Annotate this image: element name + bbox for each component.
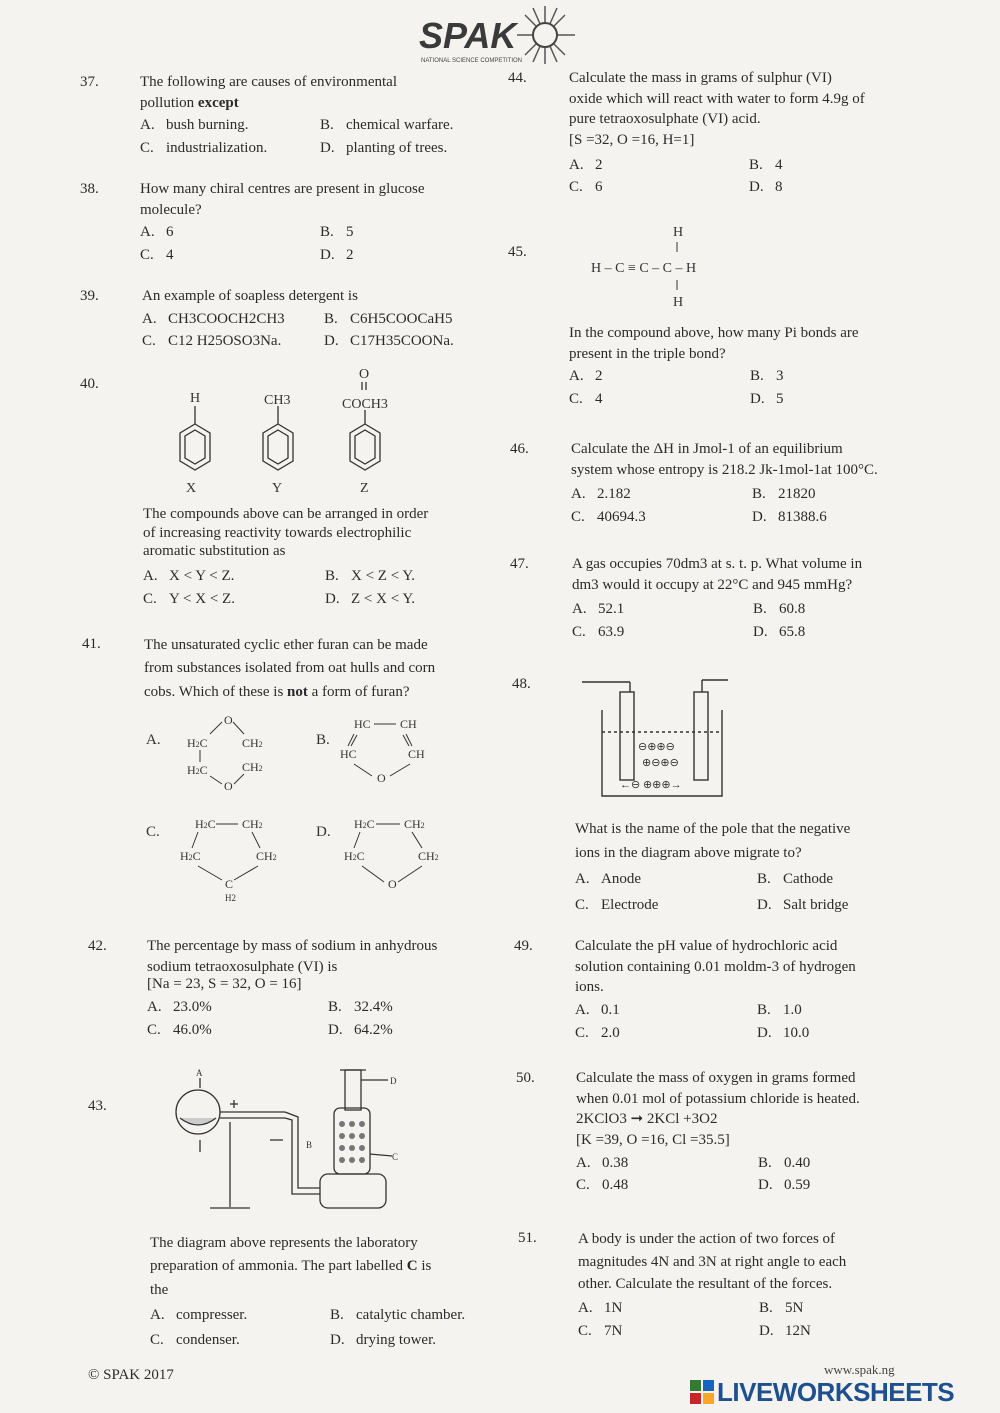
option-b[interactable]: B. 5N <box>759 1299 804 1316</box>
svg-text:CH: CH <box>400 717 417 731</box>
label-d: D <box>390 1076 397 1086</box>
question-number: 49. <box>514 938 533 954</box>
question-number: 39. <box>80 288 99 304</box>
option-a[interactable]: A. compresser. <box>150 1306 248 1323</box>
electrolysis-figure <box>580 670 730 806</box>
logo-subtext: NATIONAL SCIENCE COMPETITION <box>421 58 523 64</box>
label-x: X <box>186 481 197 496</box>
option-a[interactable]: A. X < Y < Z. <box>143 568 235 585</box>
option-b[interactable]: B. 32.4% <box>328 999 393 1016</box>
question-number: 45. <box>508 244 527 260</box>
question-stem-line: [S =32, O =16, H=1] <box>569 132 695 149</box>
svg-text:CH2: CH2 <box>418 849 439 863</box>
question-stem-line: pure tetraoxosulphate (VI) acid. <box>569 111 761 128</box>
question-stem-line: cobs. Which of these is not a form of furan? <box>144 683 410 700</box>
furan-options-figure <box>140 708 470 908</box>
option-b[interactable]: B. 0.40 <box>758 1154 811 1171</box>
label-z: Z <box>360 481 369 496</box>
question-stem-line: other. Calculate the resultant of the forces. <box>578 1276 833 1292</box>
question-stem-line: magnitudes 4N and 3N at right angle to each <box>578 1253 847 1270</box>
ammonia-apparatus-figure <box>170 1062 410 1222</box>
question-45-body <box>569 323 931 410</box>
option-a[interactable]: A. 6 <box>140 224 174 241</box>
emphasis: C <box>402 1258 422 1275</box>
label-h: H <box>190 391 201 406</box>
option-d[interactable]: D. planting of trees. <box>320 140 448 157</box>
option-d[interactable]: D. 10.0 <box>757 1024 810 1041</box>
brand-text: LIVEWORKSHEETS <box>717 1377 955 1407</box>
svg-text:HC: HC <box>354 717 371 731</box>
svg-text:H2C: H2C <box>187 763 208 777</box>
question-stem-line: the <box>150 1281 169 1298</box>
question-stem-line: aromatic substitution as <box>143 543 286 560</box>
option-b[interactable]: B. 21820 <box>752 486 816 503</box>
svg-text:C: C <box>225 877 234 891</box>
question-stem-line: pollution except <box>140 94 239 111</box>
question-number: 50. <box>516 1070 535 1086</box>
spak-logo <box>415 4 580 66</box>
option-d[interactable]: D. 65.8 <box>753 624 806 641</box>
option-a[interactable]: A. 52.1 <box>572 601 625 618</box>
svg-text:H2C: H2C <box>344 849 365 863</box>
label-c: C <box>392 1152 399 1162</box>
question-stem-line: An example of soapless detergent is <box>142 288 358 304</box>
label-y: Y <box>272 481 283 496</box>
question-stem-line: preparation of ammonia. The part labelled C is <box>150 1258 432 1275</box>
emphasis: not <box>287 683 308 700</box>
question-number: 42. <box>88 938 107 954</box>
option-d[interactable]: D. 8 <box>749 179 783 196</box>
svg-text:CH2: CH2 <box>242 736 263 750</box>
question-stem-line: In the compound above, how many Pi bonds are <box>569 325 859 341</box>
liveworksheets-brand[interactable] <box>690 1375 954 1411</box>
option-c[interactable]: C. 0.48 <box>576 1177 629 1194</box>
question-number: 43. <box>88 1098 107 1114</box>
option-a[interactable]: A. 2 <box>569 156 603 173</box>
question-stem-line: How many chiral centres are present in glucose <box>140 181 425 197</box>
question-43-body <box>150 1232 510 1352</box>
svg-text:⊖⊕⊕⊖: ⊖⊕⊕⊖ <box>638 741 675 753</box>
question-number: 46. <box>510 441 529 457</box>
emphasis: except <box>197 94 239 111</box>
svg-text:H: H <box>673 225 684 240</box>
option-c[interactable]: C. 63.9 <box>572 624 625 641</box>
option-d[interactable]: D. 2 <box>320 247 354 264</box>
question-stem-line: of increasing reactivity towards electrophilic <box>143 524 412 541</box>
question-stem-line: Calculate the pH value of hydrochloric acid <box>575 938 838 954</box>
option-c[interactable]: C. condenser. <box>150 1332 240 1348</box>
option-d[interactable]: D. Z < X < Y. <box>325 590 416 607</box>
option-a[interactable]: A. Anode <box>575 871 641 887</box>
question-number: 47. <box>510 556 529 572</box>
label-b: B <box>306 1140 313 1150</box>
svg-text:HC: HC <box>340 747 357 761</box>
question-stem-line: ions in the diagram above migrate to? <box>575 845 802 861</box>
option-a[interactable]: A. CH3COOCH2CH3 <box>142 310 285 327</box>
website-link[interactable]: www.spak.ng <box>824 1362 895 1377</box>
option-c[interactable]: C. Electrode <box>575 897 659 913</box>
option-a[interactable]: A. 1N <box>578 1299 623 1316</box>
option-c[interactable]: C. Y < X < Z. <box>143 590 235 607</box>
option-d[interactable]: D. Salt bridge <box>757 897 849 913</box>
question-40-body <box>143 504 507 609</box>
label-a: A <box>196 1068 203 1078</box>
question-stem-line: dm3 would it occupy at 22°C and 945 mmHg? <box>572 576 853 593</box>
svg-text:H2C: H2C <box>195 817 216 831</box>
question-stem-line: solution containing 0.01 moldm-3 of hydrogen <box>575 958 856 975</box>
benzene-compounds-figure <box>160 362 420 500</box>
option-d[interactable]: D. C17H35COONa. <box>324 333 454 350</box>
option-b[interactable]: B. 3 <box>750 368 784 385</box>
copyright: © SPAK 2017 <box>88 1367 174 1383</box>
option-d[interactable]: D. drying tower. <box>330 1332 436 1348</box>
option-b-label[interactable]: B. <box>316 732 330 748</box>
option-a[interactable]: A. 2.182 <box>571 486 631 503</box>
option-a-label[interactable]: A. <box>146 732 161 748</box>
option-d[interactable]: D. 81388.6 <box>752 509 827 526</box>
option-c[interactable]: C. 4 <box>140 247 174 264</box>
question-stem-line: system whose entropy is 218.2 Jk-1mol-1at 100°C. <box>571 461 878 478</box>
question-number: 44. <box>508 70 527 86</box>
label-coch3: COCH3 <box>342 397 388 412</box>
question-48-body <box>575 817 939 917</box>
question-number: 40. <box>80 376 99 392</box>
question-stem-line: present in the triple bond? <box>569 345 726 362</box>
question-stem-line: Calculate the mass of oxygen in grams formed <box>576 1070 856 1086</box>
svg-text:CH2: CH2 <box>242 760 263 774</box>
svg-text:CH: CH <box>408 747 425 761</box>
question-stem-line: The unsaturated cyclic ether furan can be made <box>144 637 428 653</box>
option-b[interactable]: B. 1.0 <box>757 1002 802 1019</box>
question-stem-line: A gas occupies 70dm3 at s. t. p. What volume in <box>572 556 863 572</box>
svg-text:H2: H2 <box>225 893 236 903</box>
option-b[interactable]: B. C6H5COOCaH5 <box>324 310 453 327</box>
svg-text:O: O <box>224 779 233 793</box>
label-o: O <box>359 367 370 382</box>
question-stem-line: [Na = 23, S = 32, O = 16] <box>147 976 302 993</box>
question-stem-line: Calculate the mass in grams of sulphur (VI) <box>569 70 832 86</box>
svg-text:←⊖ ⊕⊕⊕→: ←⊖ ⊕⊕⊕→ <box>620 779 682 791</box>
option-a[interactable]: A. 0.38 <box>576 1154 629 1171</box>
svg-text:O: O <box>377 771 386 785</box>
question-stem-line: What is the name of the pole that the negative <box>575 821 851 837</box>
option-d[interactable]: D. 5 <box>750 391 784 408</box>
svg-text:CH2: CH2 <box>256 849 277 863</box>
option-b[interactable]: B. 5 <box>320 224 354 241</box>
option-c[interactable]: C. industrialization. <box>140 140 268 157</box>
logo-text: SPAK <box>419 15 517 56</box>
structure-formula: H – C ≡ C – C – H <box>591 261 697 276</box>
question-stem-line: 2KClO3 ➞ 2KCl +3O2 <box>576 1111 718 1128</box>
option-d[interactable]: D. 12N <box>759 1322 811 1339</box>
option-a[interactable]: A. 23.0% <box>147 999 212 1016</box>
question-stem-line: from substances isolated from oat hulls and corn <box>144 660 436 677</box>
question-stem-line: when 0.01 mol of potassium chloride is heated. <box>576 1090 860 1107</box>
svg-text:H2C: H2C <box>354 817 375 831</box>
option-c[interactable]: C. 40694.3 <box>571 509 646 526</box>
svg-text:CH2: CH2 <box>242 817 263 831</box>
question-stem-line: oxide which will react with water to form 4.9g of <box>569 90 865 107</box>
question-stem-line: [K =39, O =16, Cl =35.5] <box>576 1132 730 1149</box>
question-stem-line: molecule? <box>140 201 202 218</box>
svg-text:O: O <box>388 877 397 891</box>
option-c[interactable]: C. 6 <box>569 179 603 196</box>
option-c[interactable]: C. 46.0% <box>147 1021 212 1038</box>
option-b[interactable]: B. Cathode <box>757 871 833 887</box>
svg-text:⊕⊖⊕⊖: ⊕⊖⊕⊖ <box>642 757 679 769</box>
option-c-label[interactable]: C. <box>146 824 160 840</box>
question-stem-line: The compounds above can be arranged in order <box>143 506 429 522</box>
question-number: 51. <box>518 1230 537 1246</box>
question-number: 41. <box>82 636 101 652</box>
propyne-structure-figure <box>585 220 725 312</box>
option-a[interactable]: A. 2 <box>569 368 603 385</box>
question-stem-line: ions. <box>575 979 604 996</box>
option-c[interactable]: C. C12 H25OSO3Na. <box>142 333 282 350</box>
option-d-label[interactable]: D. <box>316 824 331 840</box>
question-stem-line: The percentage by mass of sodium in anhydrous <box>147 938 438 954</box>
option-b[interactable]: B. X < Z < Y. <box>325 568 416 585</box>
svg-text:CH2: CH2 <box>404 817 425 831</box>
option-b[interactable]: B. catalytic chamber. <box>330 1306 466 1323</box>
question-stem-line: sodium tetraoxosulphate (VI) is <box>147 958 338 975</box>
question-number: 37. <box>80 74 99 90</box>
question-stem-line: The following are causes of environmental <box>140 74 397 90</box>
option-b[interactable]: B. 60.8 <box>753 601 806 618</box>
option-a[interactable]: A. bush burning. <box>140 117 249 134</box>
option-c[interactable]: C. 4 <box>569 391 603 408</box>
question-stem-line: Calculate the ΔH in Jmol-1 of an equilibrium <box>571 441 843 457</box>
label-ch3: CH3 <box>264 393 291 408</box>
liveworksheets-logo-icon <box>690 1380 714 1404</box>
question-stem-line: A body is under the action of two forces of <box>578 1231 836 1247</box>
svg-text:H: H <box>673 295 684 310</box>
svg-text:H2C: H2C <box>187 736 208 750</box>
option-d[interactable]: D. 0.59 <box>758 1177 811 1194</box>
option-c[interactable]: C. 7N <box>578 1322 623 1339</box>
option-d[interactable]: D. 64.2% <box>328 1021 393 1038</box>
option-b[interactable]: B. chemical warfare. <box>320 117 454 134</box>
svg-text:O: O <box>224 713 233 727</box>
option-c[interactable]: C. 2.0 <box>575 1024 620 1041</box>
question-stem-line: The diagram above represents the laboratory <box>150 1235 418 1251</box>
option-a[interactable]: A. 0.1 <box>575 1002 620 1019</box>
question-number: 38. <box>80 181 99 197</box>
svg-text:H2C: H2C <box>180 849 201 863</box>
option-b[interactable]: B. 4 <box>749 156 783 173</box>
question-number: 48. <box>512 676 531 692</box>
